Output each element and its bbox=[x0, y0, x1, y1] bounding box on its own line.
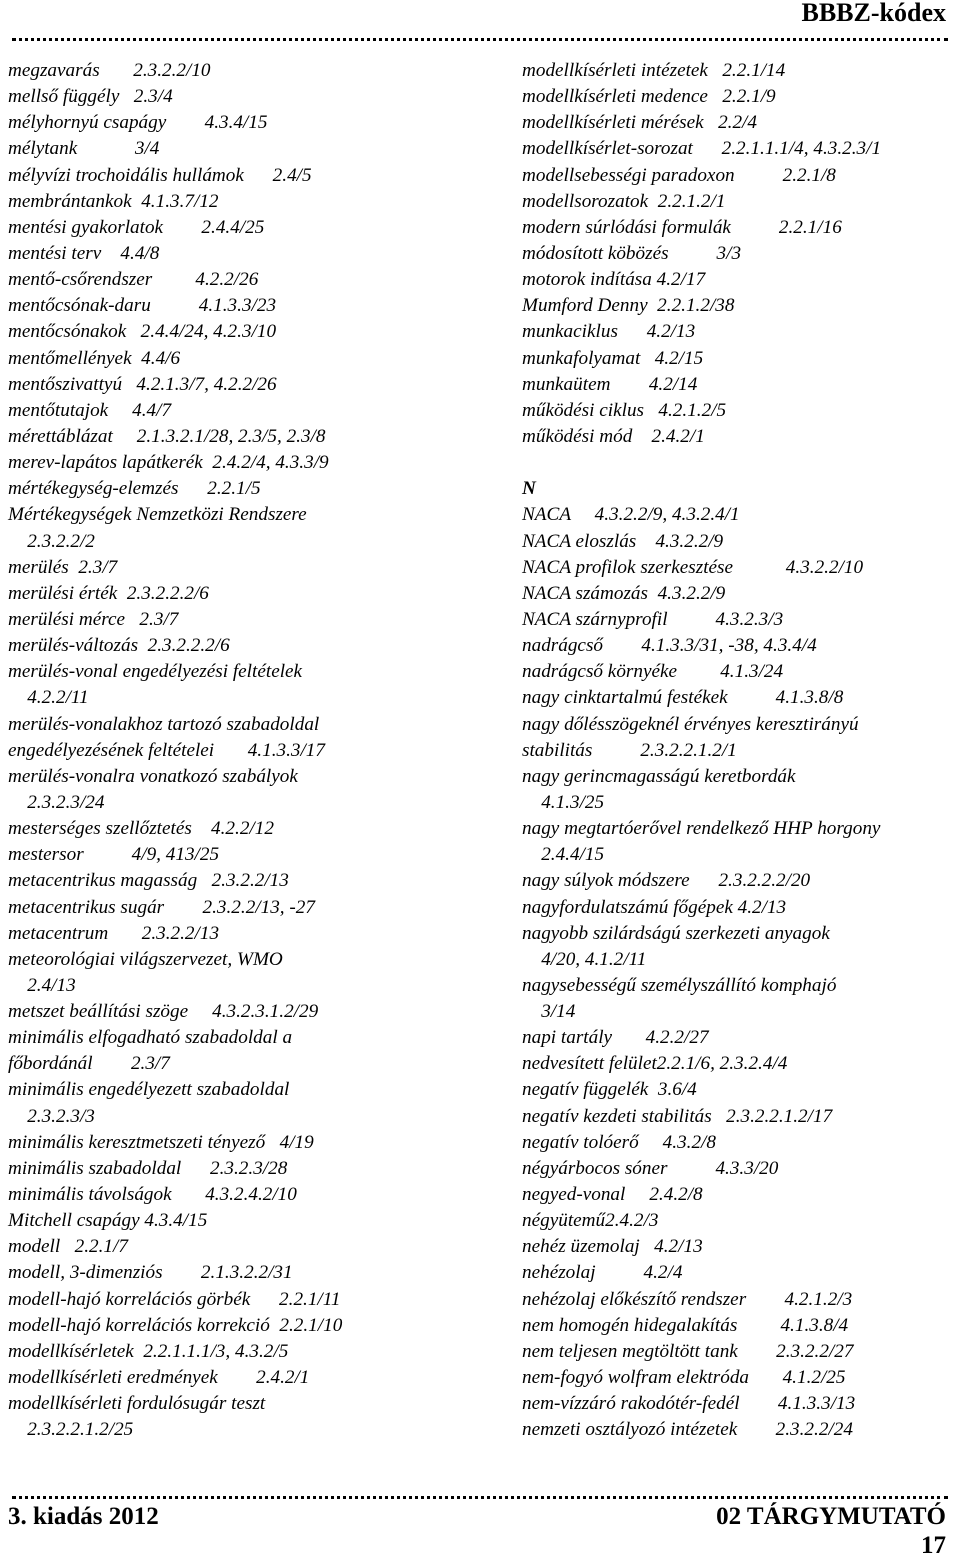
index-entry: módosított köbözés 3/3 bbox=[522, 242, 742, 264]
index-entry: membrántankok 4.1.3.7/12 bbox=[8, 190, 219, 212]
index-entry: modell 2.2.1/7 bbox=[8, 1236, 128, 1258]
index-entry: mélyvízi trochoidális hullámok 2.4/5 bbox=[8, 164, 312, 186]
index-entry: mélyhornyú csapágy 4.3.4/15 bbox=[8, 112, 268, 134]
index-entry: nadrágcső 4.1.3.3/31, -38, 4.3.4/4 bbox=[522, 635, 817, 657]
index-entry: megzavarás 2.3.2.2/10 bbox=[8, 60, 211, 81]
index-entry: 4.1.3/25 bbox=[522, 791, 605, 813]
index-entry: mentőcsónakok 2.4.4/24, 4.2.3/10 bbox=[8, 321, 277, 343]
index-entry: mentő-csőrendszer 4.2.2/26 bbox=[8, 269, 259, 291]
index-entry: mesterséges szellőztetés 4.2.2/12 bbox=[8, 818, 274, 840]
index-entry: nadrágcső környéke 4.1.3/24 bbox=[522, 661, 784, 683]
index-entry: modellsebességi paradoxon 2.2.1/8 bbox=[522, 164, 836, 186]
index-entry: merülés-vonalakhoz tartozó szabadoldal bbox=[8, 713, 320, 735]
index-entry: minimális távolságok 4.3.2.4.2/10 bbox=[8, 1184, 297, 1206]
index-entry: Mitchell csapágy 4.3.4/15 bbox=[8, 1210, 208, 1232]
index-entry: 2.3.2.2/2 bbox=[8, 530, 95, 552]
index-entry: nehézolaj 4.2/4 bbox=[522, 1262, 683, 1284]
index-entry: negatív függelék 3.6/4 bbox=[522, 1079, 697, 1101]
footer-edition: 3. kiadás 2012 bbox=[8, 1503, 159, 1530]
index-entry: minimális engedélyezett szabadoldal bbox=[8, 1079, 290, 1101]
index-entry: munkaütem 4.2/14 bbox=[522, 373, 698, 395]
index-entry: négyárbocos sóner 4.3.3/20 bbox=[522, 1157, 779, 1179]
index-entry: modellkísérleti eredmények 2.4.2/1 bbox=[8, 1367, 310, 1389]
index-entry: nem homogén hidegalakítás 4.1.3.8/4 bbox=[522, 1314, 849, 1336]
index-entry: főbordánál 2.3/7 bbox=[8, 1053, 170, 1075]
document-header-title: BBBZ-kódex bbox=[801, 0, 946, 27]
index-entry: minimális elfogadható szabadoldal a bbox=[8, 1027, 293, 1049]
index-entry: 2.4.4/15 bbox=[522, 844, 605, 866]
index-entry: NACA profilok szerkesztése 4.3.2.2/10 bbox=[522, 556, 864, 578]
index-entry: 2.3.2.3/3 bbox=[8, 1105, 95, 1127]
index-entry: NACA eloszlás 4.3.2.2/9 bbox=[522, 530, 724, 552]
index-entry: 2.3.2.3/24 bbox=[8, 791, 105, 813]
index-entry: modellkísérleti medence 2.2.1/9 bbox=[522, 86, 776, 108]
index-entry: mentőszivattyú 4.2.1.3/7, 4.2.2/26 bbox=[8, 373, 277, 395]
index-entry: merülés 2.3/7 bbox=[8, 556, 118, 578]
index-entry: működési ciklus 4.2.1.2/5 bbox=[522, 399, 727, 421]
index-entry: mentési gyakorlatok 2.4.4/25 bbox=[8, 216, 265, 238]
index-entry: merülési mérce 2.3/7 bbox=[8, 608, 179, 630]
index-entry: mentőtutajok 4.4/7 bbox=[8, 399, 172, 421]
index-entry: nagyobb szilárdságú szerkezeti anyagok bbox=[522, 922, 830, 944]
index-entry: engedélyezésének feltételei 4.1.3.3/17 bbox=[8, 739, 325, 761]
index-entry: mérettáblázat 2.1.3.2.1/28, 2.3/5, 2.3/8 bbox=[8, 425, 326, 447]
index-entry: mellső függély 2.3/4 bbox=[8, 86, 173, 108]
page-number: 17 bbox=[921, 1532, 946, 1559]
index-entry: merülés-vonal engedélyezési feltételek bbox=[8, 661, 303, 683]
index-entry: motorok indítása 4.2/17 bbox=[522, 269, 706, 291]
index-entry: NACA 4.3.2.2/9, 4.3.2.4/1 bbox=[522, 504, 740, 526]
index-entry: modell, 3-dimenziós 2.1.3.2.2/31 bbox=[8, 1262, 293, 1284]
index-entry: 4/20, 4.1.2/11 bbox=[522, 948, 647, 970]
index-entry: negatív tolóerő 4.3.2/8 bbox=[522, 1131, 716, 1153]
index-entry: mentőmellények 4.4/6 bbox=[8, 347, 181, 369]
index-entry: nem-vízzáró rakodótér-fedél 4.1.3.3/13 bbox=[522, 1393, 856, 1415]
index-entry: modern súrlódási formulák 2.2.1/16 bbox=[522, 216, 842, 238]
index-entry: nagy dőlésszögeknél érvényes keresztirányú bbox=[522, 713, 859, 735]
index-entry: metacentrikus magasság 2.3.2.2/13 bbox=[8, 870, 289, 892]
index-entry: 4.2.2/11 bbox=[8, 687, 89, 709]
index-entry: mélytank 3/4 bbox=[8, 138, 160, 160]
index-entry: nagysebességű személyszállító komphajó bbox=[522, 974, 837, 996]
index-entry: modellsorozatok 2.2.1.2/1 bbox=[522, 190, 726, 212]
index-entry: 3/14 bbox=[522, 1001, 576, 1023]
index-entry: minimális szabadoldal 2.3.2.3/28 bbox=[8, 1157, 288, 1179]
index-entry: nagy megtartóerővel rendelkező HHP horgony bbox=[522, 818, 881, 840]
index-column-right bbox=[522, 58, 952, 1443]
index-entry: mértékegység-elemzés 2.2.1/5 bbox=[8, 478, 261, 500]
footer-section: 02 TÁRGYMUTATÓ bbox=[716, 1503, 946, 1530]
index-entry: NACA számozás 4.3.2.2/9 bbox=[522, 582, 726, 604]
index-entry: mentőcsónak-daru 4.1.3.3/23 bbox=[8, 295, 277, 317]
index-entry: modellkísérlet-sorozat 2.2.1.1.1/4, 4.3.2.3/1 bbox=[522, 138, 882, 160]
index-entry: modell-hajó korrelációs korrekció 2.2.1/10 bbox=[8, 1314, 343, 1336]
index-entry: stabilitás 2.3.2.2.1.2/1 bbox=[522, 739, 737, 761]
index-entry: negyed-vonal 2.4.2/8 bbox=[522, 1184, 703, 1206]
index-entry: NACA szárnyprofil 4.3.2.3/3 bbox=[522, 608, 784, 630]
index-entry: N bbox=[522, 478, 536, 500]
header-divider bbox=[12, 38, 948, 47]
index-entry: modellkísérletek 2.2.1.1.1/3, 4.3.2/5 bbox=[8, 1340, 289, 1362]
index-entry: nem-fogyó wolfram elektróda 4.1.2/25 bbox=[522, 1367, 846, 1389]
index-entry bbox=[522, 450, 952, 476]
index-entry: munkaciklus 4.2/13 bbox=[522, 321, 696, 343]
index-entry: nagy gerincmagasságú keretbordák bbox=[522, 765, 796, 787]
index-entry: merev-lapátos lapátkerék 2.4.2/4, 4.3.3/9 bbox=[8, 452, 329, 474]
index-entry: nemzeti osztályozó intézetek 2.3.2.2/24 bbox=[522, 1419, 853, 1441]
index-entry: nedvesített felület2.2.1/6, 2.3.2.4/4 bbox=[522, 1053, 788, 1075]
index-entry: mentési terv 4.4/8 bbox=[8, 242, 160, 264]
index-entry: 2.4/13 bbox=[8, 974, 76, 996]
index-entry: nagy súlyok módszere 2.3.2.2.2/20 bbox=[522, 870, 811, 892]
index-column-left bbox=[8, 58, 448, 1443]
index-entry: Mértékegységek Nemzetközi Rendszere bbox=[8, 504, 307, 526]
index-entry: napi tartály 4.2.2/27 bbox=[522, 1027, 709, 1049]
index-entry: merülés-változás 2.3.2.2.2/6 bbox=[8, 635, 230, 657]
index-entry: metacentrikus sugár 2.3.2.2/13, -27 bbox=[8, 896, 315, 918]
index-entry: nehéz üzemolaj 4.2/13 bbox=[522, 1236, 703, 1258]
index-entry: nagyfordulatszámú főgépek 4.2/13 bbox=[522, 896, 787, 918]
index-entry: mestersor 4/9, 413/25 bbox=[8, 844, 220, 866]
index-entry: nehézolaj előkészítő rendszer 4.2.1.2/3 bbox=[522, 1288, 853, 1310]
index-entry: metszet beállítási szöge 4.3.2.3.1.2/29 bbox=[8, 1001, 319, 1023]
index-entry: negatív kezdeti stabilitás 2.3.2.2.1.2/17 bbox=[522, 1105, 833, 1127]
index-entry: nagy cinktartalmú festékek 4.1.3.8/8 bbox=[522, 687, 844, 709]
index-entry: Mumford Denny 2.2.1.2/38 bbox=[522, 295, 735, 317]
index-entry: nem teljesen megtöltött tank 2.3.2.2/27 bbox=[522, 1340, 854, 1362]
index-entry: négyütemű2.4.2/3 bbox=[522, 1210, 659, 1232]
index-entry: modell-hajó korrelációs görbék 2.2.1/11 bbox=[8, 1288, 341, 1310]
index-entry: modellkísérleti mérések 2.2/4 bbox=[522, 112, 757, 134]
index-entry: merülési érték 2.3.2.2.2/6 bbox=[8, 582, 209, 604]
index-entry: merülés-vonalra vonatkozó szabályok bbox=[8, 765, 298, 787]
index-entry: modellkísérleti fordulósugár teszt bbox=[8, 1393, 266, 1415]
index-entry: munkafolyamat 4.2/15 bbox=[522, 347, 704, 369]
index-entry: minimális keresztmetszeti tényező 4/19 bbox=[8, 1131, 314, 1153]
index-entry: modellkísérleti intézetek 2.2.1/14 bbox=[522, 60, 786, 81]
index-entry: meteorológiai világszervezet, WMO bbox=[8, 948, 283, 970]
index-entry: metacentrum 2.3.2.2/13 bbox=[8, 922, 220, 944]
index-entry: működési mód 2.4.2/1 bbox=[522, 425, 705, 447]
index-entry: 2.3.2.2.1.2/25 bbox=[8, 1419, 134, 1441]
